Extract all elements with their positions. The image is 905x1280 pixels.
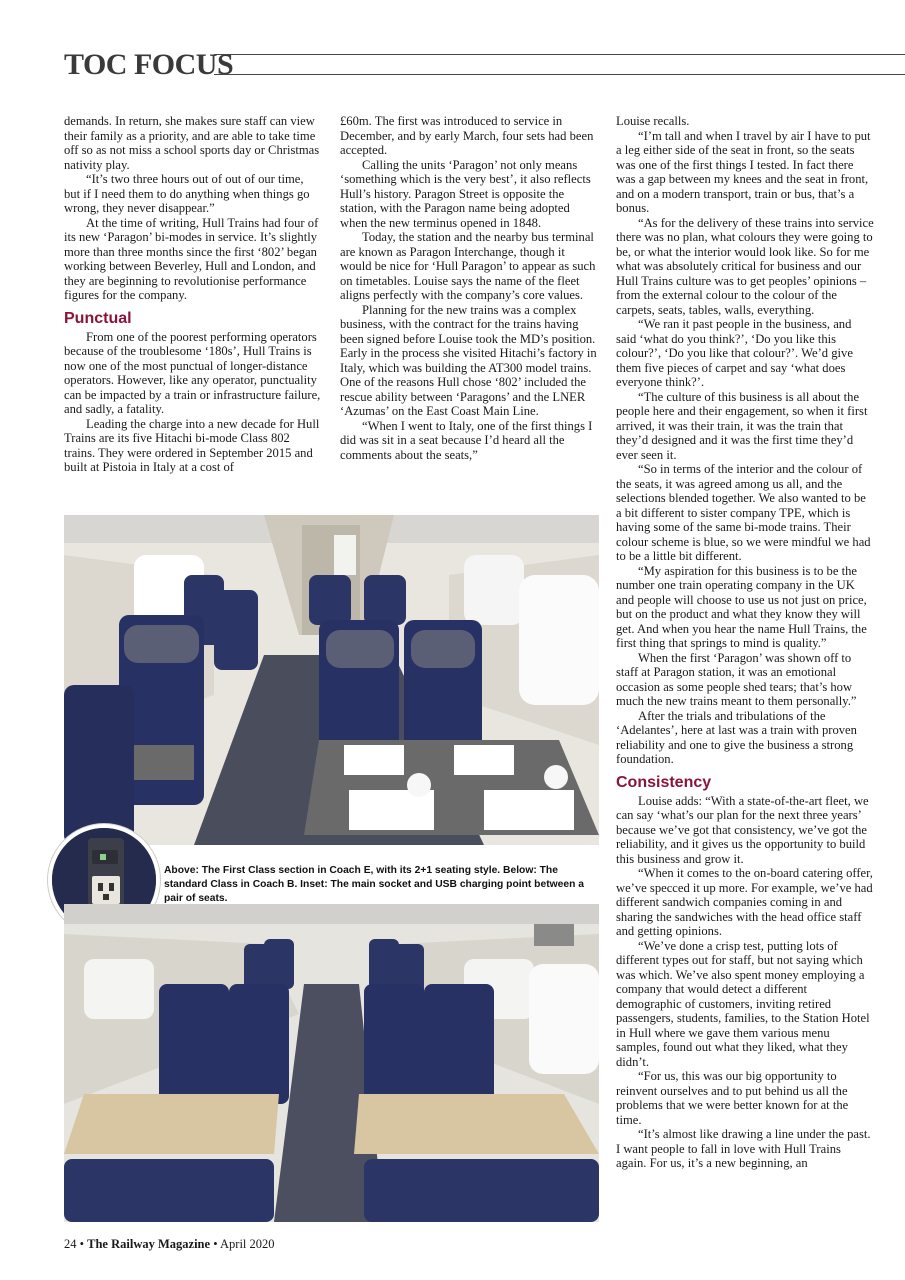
section-header [64, 46, 905, 82]
paragraph: “As for the delivery of these trains into service there was no plan, what colours they were going to be, or what the interior would look like. So for me what was absolutely critical for business and our Hull Trains culture was to get peoples’ opinions – from the external colour to the colour of the carpets, seats, tables, walls, everything. [616, 215, 874, 317]
header-rule [214, 54, 905, 55]
paragraph: Planning for the new trains was a complex business, with the contract for the trains having been signed before Louise took the MD’s position. Early in the process she visited Hitachi’s factory in Italy, which was building the AT300 model trains. One of the reasons Hull chose ‘802’ included the rescue ability between ‘Paragons’ and the LNER ‘Azumas’ on the East Coast Main Line. [340, 302, 597, 418]
article-column-2 [340, 114, 598, 462]
paragraph: When the first ‘Paragon’ was shown off to staff at Paragon station, it was an emotional occasion as some people shed tears; that’s how much the new trains meant to them personally.” [616, 650, 857, 708]
photo-caption: Above: The First Class section in Coach E, with its 2+1 seating style. Below: The standard Class in Coach B. Inset: The main socket and USB charging point between a pair of seats. [164, 865, 584, 904]
section-title: TOC FOCUS [64, 48, 234, 81]
paragraph: “I’m tall and when I travel by air I have to put a leg either side of the seat in front, so the seats was one of the first things I tested. In fact there was a gap between my knees and the seat in front, and on a modern transport, train or bus, that’s a bonus. [616, 128, 871, 215]
paragraph: “So in terms of the interior and the colour of the seats, it was agreed among us all, and the selections blended together. We also wanted to be a bit different to sister company TPE, which is having some of the same bi-mode trains. Their colour scheme is blue, so we were mindful we had to be a little bit different. [616, 462, 871, 563]
paragraph: “It’s almost like drawing a line under the past. I want people to fall in love with Hull Trains again. For us, it’s a new beginning, an [616, 1127, 871, 1170]
paragraph: At the time of writing, Hull Trains had four of its new ‘Paragon’ bi-modes in service. It’s slightly more than three months since the first ‘802’ began working between Beverley, Hull and London, and they are beginning to revolutionise performance figures for the company. [64, 215, 319, 302]
paragraph: “We ran it past people in the business, and said ‘what do you think?’, ‘Do you like this colour?’, ‘Do you like that colour?’. We’d give them five pieces of carpet and say ‘what does everyone think?’. [616, 317, 853, 389]
paragraph: “It’s two three hours out of out of our time, but if I need them to do anything when things go wrong, they never disappear.” [64, 172, 310, 215]
issue-date: April 2020 [220, 1237, 275, 1251]
magazine-name: The Railway Magazine [87, 1237, 211, 1251]
paragraph: Louise recalls. [616, 114, 690, 128]
header-rule [214, 74, 905, 75]
subheading-punctual: Punctual [64, 309, 132, 327]
paragraph: “When I went to Italy, one of the first things I did was sit in a seat because I’d heard all the comments about the seats,” [340, 418, 593, 462]
subheading-consistency: Consistency [616, 773, 712, 791]
paragraph: £60m. The first was introduced to service in December, and by early March, four sets had been accepted. [340, 114, 594, 157]
paragraph: After the trials and tribulations of the ‘Adelantes’, here at last was a train with proven reliability and one to give the business a strong foundation. [616, 708, 857, 766]
paragraph: demands. In return, she makes sure staff can view their family as a priority, and are able to take time off so as not miss a school sports day or Christmas nativity play. [64, 114, 320, 172]
paragraph: From one of the poorest performing operators because of the troublesome ‘180s’, Hull Trains is now one of the most punctual of longer-distance operators. However, like any operator, punctuality can be impacted by a train or infrastructure failure, and sadly, a fatality. [64, 329, 321, 416]
paragraph: “My aspiration for this business is to be the number one train operating company in the UK and people will choose to use us not just on price, but on the product and what they know they will get. And when you hear the name Hull Trains, the first thing that springs to mind is quality.” [616, 563, 867, 650]
footer-separator: • [213, 1237, 220, 1251]
paragraph: “When it comes to the on-board catering offer, we’ve specced it up more. For example, we’ve had different sandwich companies coming in and sharing the sandwiches with the head office staff and getting opinions. [616, 866, 873, 938]
standard-class-interior-photo [64, 904, 599, 1222]
article-column-1 [64, 114, 322, 475]
paragraph: Today, the station and the nearby bus terminal are known as Paragon Interchange, though it would be nice for ‘Hull Paragon’ to appear as such on timetables. Louise says the name of the fleet aligns perfectly with the company’s core values. [340, 230, 596, 302]
page-number: 24 [64, 1237, 77, 1251]
paragraph: “The culture of this business is all about the people here and their engagement, so when it first arrived, it was their train, it was the train that they’d designed and it was the first time they’d ever seen it. [616, 389, 868, 462]
paragraph: “We’ve done a crisp test, putting lots of different types out for staff, but not saying which was which. We’ve also spent money employing a company that would detect a different demographic of customers, inviting retired passengers, students, families, to the Station Hotel in Hull where we gave them various menu samples, found out what they liked, what they didn’t. [616, 938, 870, 1069]
paragraph: Calling the units ‘Paragon’ not only means ‘something which is the very best’, it also reflects Hull’s history. Paragon Street is opposite the station, with the Paragon name being adopted when the new terminus opened in 1848. [340, 157, 591, 230]
footer-separator: • [79, 1237, 88, 1251]
first-class-interior-photo [64, 515, 599, 845]
paragraph: Leading the charge into a new decade for Hull Trains are its five Hitachi bi-mode Class 802 trains. They were ordered in September 2015 and built at Pistoia in Italy at a cost of [64, 416, 320, 474]
article-column-3 [616, 114, 874, 1171]
page-footer [64, 1236, 275, 1252]
paragraph: “For us, this was our big opportunity to reinvent ourselves and to put behind us all the problems that we were better known for at the time. [616, 1069, 849, 1127]
paragraph: Louise adds: “With a state-of-the-art fleet, we can say ‘what’s our plan for the next three years’ because we’ve got that consistency, we’ve got the reliability, and it gives us the opportunity to build this business and grow it. [616, 793, 869, 866]
